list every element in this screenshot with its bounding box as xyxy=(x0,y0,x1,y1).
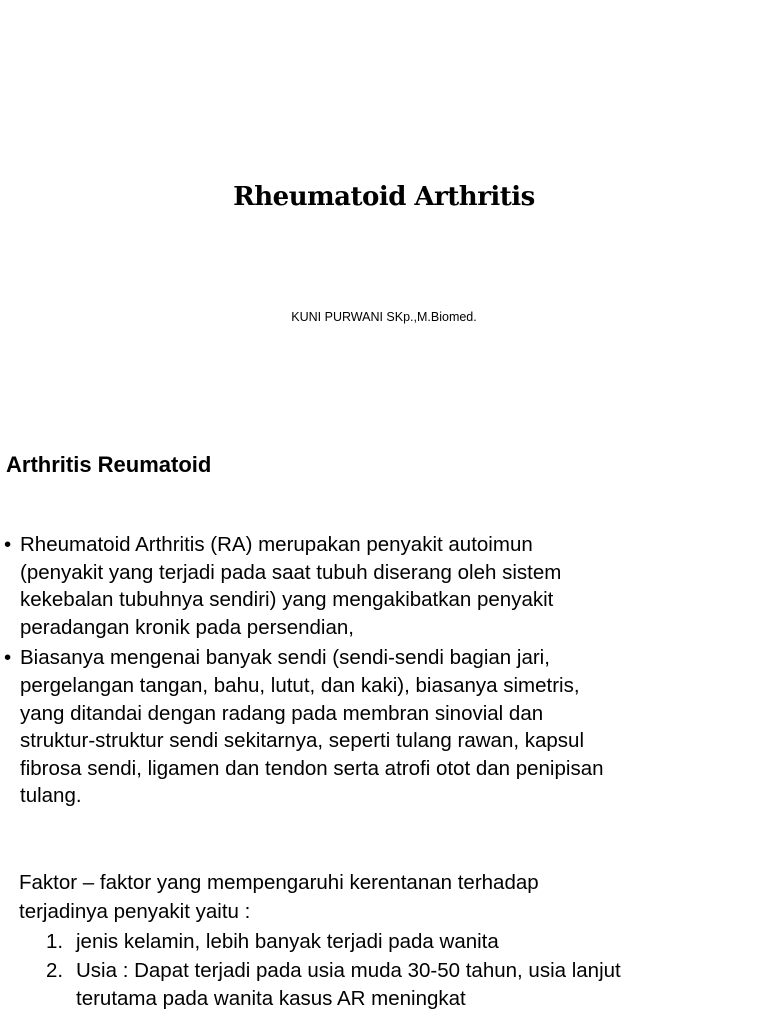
bullet-item-symptoms xyxy=(0,644,760,810)
bullet-dot-icon: • xyxy=(4,533,12,556)
factor-item xyxy=(19,928,759,957)
bullet-line: tulang. xyxy=(20,784,82,808)
factors-section xyxy=(19,869,759,1014)
title-slide xyxy=(0,0,768,430)
content-slide xyxy=(0,440,768,1024)
content-heading: Arthritis Reumatoid xyxy=(6,452,212,477)
factor-line: terutama pada wanita kasus AR meningkat xyxy=(76,987,466,1010)
factors-intro-line: terjadinya penyakit yaitu : xyxy=(19,899,251,923)
bullet-dot-icon: • xyxy=(4,646,12,670)
factors-list xyxy=(19,928,759,1014)
bullet-line: Rheumatoid Arthritis (RA) merupakan penyakit autoimun xyxy=(20,533,533,556)
author-name: KUNI PURWANI SKp.,M.Biomed. xyxy=(291,310,477,324)
bullet-line: peradangan kronik pada persendian, xyxy=(20,615,354,639)
factor-line: Usia : Dapat terjadi pada usia muda 30-50 tahun, usia lanjut xyxy=(76,958,621,982)
bullet-line: yang ditandai dengan radang pada membran sinovial dan xyxy=(20,701,544,725)
factors-intro xyxy=(19,869,759,926)
bullet-line: kekebalan tubuhnya sendiri) yang mengakibatkan penyakit xyxy=(20,588,554,612)
bullet-line: pergelangan tangan, bahu, lutut, dan kaki), biasanya simetris, xyxy=(20,673,580,697)
bullet-item-definition xyxy=(0,531,760,641)
factors-intro-line: Faktor – faktor yang mempengaruhi kerentanan terhadap xyxy=(19,871,539,894)
factor-number: 2. xyxy=(46,958,64,982)
bullet-line: Biasanya mengenai banyak sendi (sendi-sendi bagian jari, xyxy=(20,646,550,670)
factor-number: 1. xyxy=(46,930,64,953)
bullet-line: struktur-struktur sendi sekitarnya, seperti tulang rawan, kapsul xyxy=(20,729,585,753)
bullet-list xyxy=(0,531,760,813)
factor-line: jenis kelamin, lebih banyak terjadi pada wanita xyxy=(76,930,499,953)
factor-item xyxy=(19,957,759,1014)
bullet-line: (penyakit yang terjadi pada saat tubuh diserang oleh sistem xyxy=(20,560,562,584)
bullet-line: fibrosa sendi, ligamen dan tendon serta atrofi otot dan penipisan xyxy=(20,756,604,780)
slide-title: Rheumatoid Arthritis xyxy=(233,182,535,212)
